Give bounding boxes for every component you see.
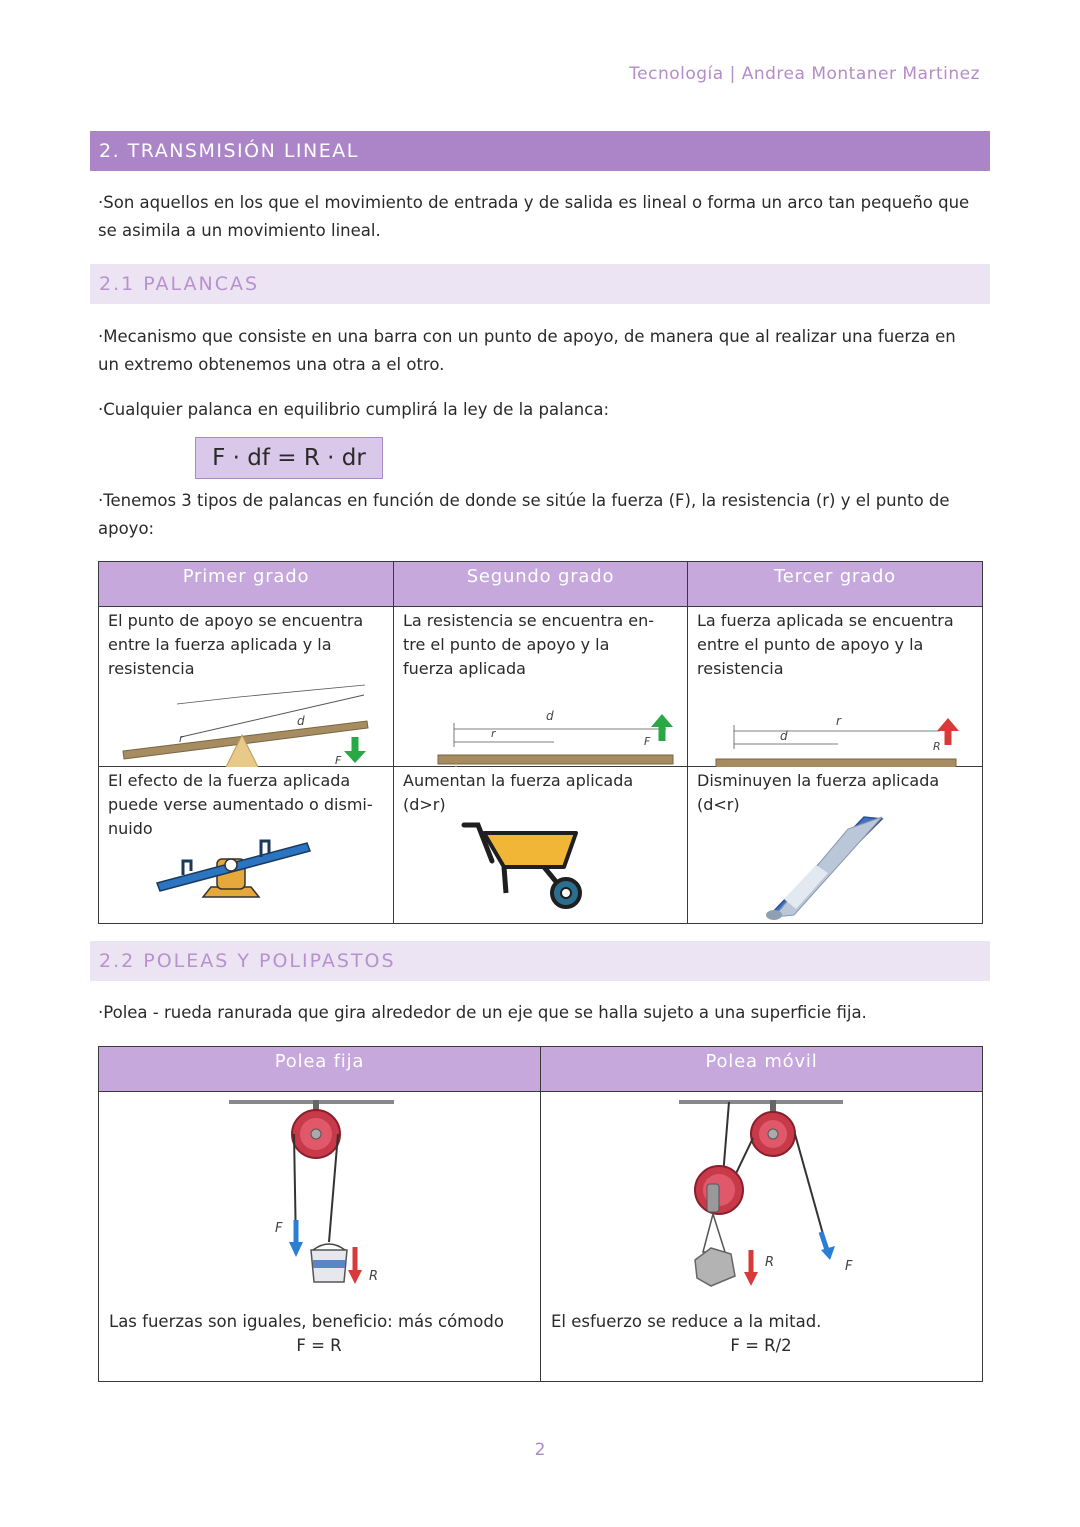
effect3-line1: Disminuyen la fuerza aplicada bbox=[697, 771, 940, 790]
cell-primer-grado-description bbox=[99, 607, 394, 767]
header-segundo-grado: Segundo grado bbox=[394, 562, 688, 607]
lever3-label-d: d bbox=[780, 729, 788, 743]
fixed-description: Las fuerzas son iguales, beneficio: más cómodo bbox=[109, 1312, 504, 1331]
lever1-force-arrow bbox=[344, 751, 366, 763]
desc3-line1: La fuerza aplicada se encuentra bbox=[697, 611, 954, 630]
movable-description: El esfuerzo se reduce a la mitad. bbox=[551, 1312, 822, 1331]
lever3-label-r: r bbox=[836, 714, 841, 728]
lever1-label-F: F bbox=[335, 754, 342, 767]
wheelbarrow-icon bbox=[394, 767, 688, 924]
movable-resistance-arrow bbox=[744, 1272, 758, 1286]
intro-paragraph bbox=[98, 189, 978, 245]
lever2-label-r: r bbox=[491, 727, 496, 740]
palancas-definition bbox=[98, 323, 978, 379]
palancas-def-line-1: ·Mecanismo que consiste en una barra con un punto de apoyo, de manera que al realizar una fuerza en bbox=[98, 327, 956, 346]
header-polea-movil: Polea móvil bbox=[541, 1047, 983, 1092]
lever3-label-R: R bbox=[933, 740, 941, 753]
effect3-line2: (d<r) bbox=[697, 795, 740, 814]
fixed-force-arrow bbox=[289, 1242, 303, 1257]
effect2-line2: (d>r) bbox=[403, 795, 446, 814]
movable-label-F: F bbox=[845, 1259, 853, 1274]
page-number: 2 bbox=[534, 1440, 546, 1460]
lever-types-paragraph bbox=[98, 487, 978, 543]
intro-line-2: se asimila a un movimiento lineal. bbox=[98, 221, 381, 240]
desc2-line3: fuerza aplicada bbox=[403, 659, 526, 678]
lever2-label-F: F bbox=[644, 735, 651, 748]
cell-segundo-grado-effect bbox=[394, 767, 688, 924]
cell-tercer-grado-description bbox=[688, 607, 983, 767]
fixed-resistance-arrow bbox=[348, 1270, 362, 1284]
effect1-line3: nuido bbox=[108, 819, 153, 838]
cell-polea-movil bbox=[541, 1092, 983, 1382]
effect2-line1: Aumentan la fuerza aplicada bbox=[403, 771, 634, 790]
lever-law-text: ·Cualquier palanca en equilibrio cumplirá la ley de la palanca: bbox=[98, 400, 610, 419]
lever3-resistance-arrow bbox=[937, 718, 959, 731]
cell-tercer-grado-effect bbox=[688, 767, 983, 924]
fixed-label-F: F bbox=[275, 1221, 283, 1236]
cell-segundo-grado-description bbox=[394, 607, 688, 767]
fixed-formula: F = R bbox=[296, 1336, 342, 1355]
seesaw-icon bbox=[99, 767, 394, 924]
lever-formula: F · df = R · dr bbox=[195, 437, 383, 479]
types-line-1: ·Tenemos 3 tipos de palancas en función de donde se sitúe la fuerza (F), la resistencia (r) y el punto de bbox=[98, 491, 950, 510]
header-primer-grado: Primer grado bbox=[99, 562, 394, 607]
desc1-line3: resistencia bbox=[108, 659, 195, 678]
palancas-def-line-2: un extremo obtenemos una otra a el otro. bbox=[98, 355, 445, 374]
desc2-line1: La resistencia se encuentra en- bbox=[403, 611, 655, 630]
document-header: Tecnología | Andrea Montaner Martinez bbox=[629, 64, 980, 84]
header-tercer-grado: Tercer grado bbox=[688, 562, 983, 607]
movable-force-arrow bbox=[821, 1246, 835, 1260]
lever2-bar bbox=[438, 755, 673, 764]
lever1-label-r: r bbox=[179, 732, 184, 745]
movable-formula: F = R/2 bbox=[730, 1336, 792, 1355]
movable-label-R: R bbox=[765, 1255, 775, 1270]
fixed-label-R: R bbox=[369, 1269, 379, 1284]
section-title-transmision: 2. TRANSMISIÓN LINEAL bbox=[90, 131, 990, 171]
lever2-force-arrow bbox=[651, 714, 673, 727]
subsection-title-poleas: 2.2 POLEAS Y POLIPASTOS bbox=[90, 941, 990, 981]
intro-line-1: ·Son aquellos en los que el movimiento de entrada y de salida es lineal o forma un arco tan pequeño que bbox=[98, 193, 970, 212]
polea-definition: ·Polea - rueda ranurada que gira alrededor de un eje que se halla sujeto a una superficie fija. bbox=[98, 1003, 867, 1022]
effect1-line1: El efecto de la fuerza aplicada bbox=[108, 771, 351, 790]
subsection-title-palancas: 2.1 PALANCAS bbox=[90, 264, 990, 304]
lever1-label-d: d bbox=[297, 714, 305, 728]
effect1-line2: puede verse aumentado o dismi- bbox=[108, 795, 373, 814]
cell-polea-fija bbox=[99, 1092, 541, 1382]
desc1-line2: entre la fuerza aplicada y la bbox=[108, 635, 332, 654]
types-line-2: apoyo: bbox=[98, 519, 155, 538]
header-polea-fija: Polea fija bbox=[99, 1047, 541, 1092]
tweezers-icon bbox=[688, 767, 983, 924]
desc3-line3: resistencia bbox=[697, 659, 784, 678]
lever-types-table bbox=[98, 561, 983, 924]
desc2-line2: tre el punto de apoyo y la bbox=[403, 635, 610, 654]
lever2-label-d: d bbox=[546, 709, 554, 723]
desc3-line2: entre el punto de apoyo y la bbox=[697, 635, 924, 654]
desc1-line1: El punto de apoyo se encuentra bbox=[108, 611, 364, 630]
cell-primer-grado-effect bbox=[99, 767, 394, 924]
pulley-table bbox=[98, 1046, 983, 1382]
